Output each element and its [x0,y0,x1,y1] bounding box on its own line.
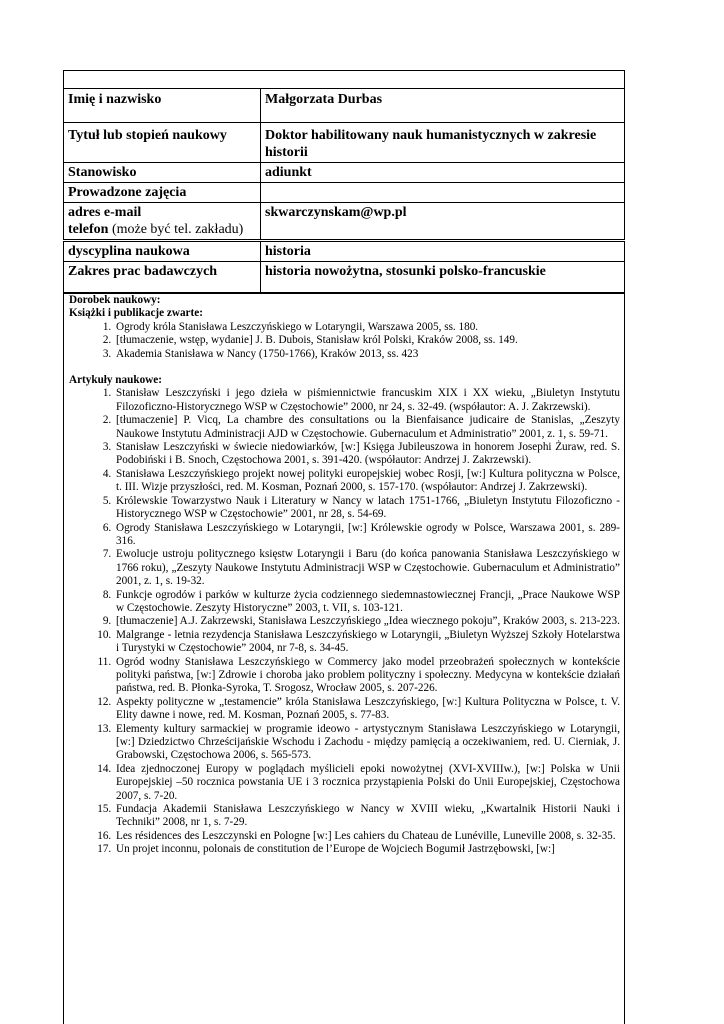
articles-list [69,387,620,856]
list-item: 17. Un projet inconnu, polonais de constitution de l’Europe de Wojciech Bogumił Jastrzębowski, [w:] [114,843,620,856]
list-item: 1. Ogrody króla Stanisława Leszczyńskiego w Lotaryngii, Warszawa 2005, ss. 180. [114,321,620,334]
position-value: adiunkt [261,163,625,183]
list-item: 15. Fundacja Akademii Stanisława Leszczyńskiego w Nancy w XVIII wieku, „Kwartalnik Historii Nauki i Techniki” 2008, nr 1, s. 7-29. [114,803,620,830]
list-item: 1. Stanisław Leszczyński i jego dzieła w piśmiennictwie francuskim XIX i XX wieku, „Biuletyn Instytutu Filozoficzno-Historycznego WSP w Częstochowie” 2000, nr 24, s. 32-49. (współautor: A. J. Zakrzewski). [114,387,620,414]
list-item: 3. Akademia Stanisława w Nancy (1750-1766), Kraków 2013, ss. 423 [114,348,620,361]
publications-heading: Dorobek naukowy: [69,294,161,306]
list-item: 11. Ogród wodny Stanisława Leszczyńskiego w Commercy jako model przeobrażeń społecznych w kontekście polityki państwa, [w:] Zdrowie i choroba jako problem polityczny i społeczny. Medycyna w kontekście działań państwa, red. B. Płonka-Syroka, T. Srogosz, Wrocław 2005, s. 207-226. [114,656,620,696]
list-item: 5. Królewskie Towarzystwo Nauk i Literatury w Nancy w latach 1751-1766, „Biuletyn Instytutu Filozoficzno -Historycznego WSP w Częstochowie” 2001, nr 28, s. 54-69. [114,495,620,522]
table-row [64,163,625,183]
list-item: 3. Stanisław Leszczyński w świecie niedowiarków, [w:] Księga Jubileuszowa in honorem Josephi Żuraw, red. S. Podobiński i B. Snoch, Częstochowa 2001, s. 391-420. (współautor: Andrzej J. Zakrzewski). [114,441,620,468]
phone-label: telefon (może być tel. zakładu) [68,222,244,237]
table-row [64,89,625,123]
email-value: skwarczynskam@wp.pl [261,203,625,240]
list-item: 10. Malgrange - letnia rezydencja Stanisława Leszczyńskiego w Lotaryngii, „Biuletyn Wyższej Szkoły Hotelarstwa i Turystyki w Częstochowie” 2004, nr 7-8, s. 34-45. [114,629,620,656]
contact-label [64,203,261,240]
table-row [64,203,625,240]
degree-value: Doktor habilitowany nauk humanistycznych w zakresie historii [261,123,625,163]
list-item: 2. [tłumaczenie] P. Vicq, La chambre des consultations ou la Bienfaisance judicaire de Stanislas, „Zeszyty Naukowe Instytutu Administracji AJD w Częstochowie. Gubernaculum et Administratio” 2001, z. 1, s. 59-71. [114,414,620,441]
list-item: 4. Stanisława Leszczyńskiego projekt nowej polityki europejskiej wobec Rosji, [w:] Kultura polityczna w Polsce, t. III. Wizje przyszłości, red. M. Kosman, Poznań 2000, s. 157-170. (współautor: Andrzej J. Zakrzewski). [114,468,620,495]
discipline-label: dyscyplina naukowa [64,242,261,262]
discipline-value: historia [261,242,625,262]
name-label: Imię i nazwisko [64,89,261,123]
research-table [63,241,625,294]
classes-label: Prowadzone zajęcia [64,183,261,203]
list-item: 2. [tłumaczenie, wstęp, wydanie] J. B. Dubois, Stanisław król Polski, Kraków 2008, ss. 149. [114,334,620,347]
list-item: 13. Elementy kultury sarmackiej w programie ideowo - artystycznym Stanisława Leszczyńskiego w Lotaryngii, [w:] Dziedzictwo Chrześcijańskie Wschodu i Zachodu - między pamięcią a oczekiwaniem, red. U. Cierniak, J. Grabowski, Częstochowa 2006, s. 565-573. [114,723,620,763]
table-row [64,262,625,294]
scope-value: historia nowożytna, stosunki polsko-francuskie [261,262,625,294]
scope-label: Zakres prac badawczych [64,262,261,294]
articles-heading: Artykuły naukowe: [69,374,162,387]
books-list [69,321,620,361]
table-row [64,183,625,203]
list-item: 8. Funkcje ogrodów i parków w kulturze życia codziennego siedemnastowiecznej Francji, „Prace Naukowe WSP w Częstochowie. Zeszyty Historyczne” 2003, t. VII, s. 103-121. [114,589,620,616]
table-row [64,242,625,262]
list-item: 6. Ogrody Stanisława Leszczyńskiego w Lotaryngii, [w:] Królewskie ogrody w Polsce, Warszawa 2001, s. 289-316. [114,522,620,549]
table-row [64,71,625,89]
position-label: Stanowisko [64,163,261,183]
email-label: adres e-mail [68,205,142,220]
books-heading: Książki i publikacje zwarte: [69,307,203,320]
name-value: Małgorzata Durbas [261,89,625,123]
personal-info-table [63,70,625,240]
list-item: 14. Idea zjednoczonej Europy w poglądach myślicieli epoki nowożytnej (XVI-XVIIIw.), [w:] Polska w Unii Europejskiej –50 rocznica powstania UE i 3 rocznica przystąpienia Polski do Unii Europejskiej, Częstochowa 2007, s. 7-20. [114,763,620,803]
list-item: 16. Les résidences des Leszczynski en Pologne [w:] Les cahiers du Chateau de Lunéville, Luneville 2008, s. 32-35. [114,830,620,843]
degree-label: Tytuł lub stopień naukowy [64,123,261,163]
publications-section [63,292,625,1024]
classes-value [261,183,625,203]
list-item: 9. [tłumaczenie] A.J. Zakrzewski, Stanisława Leszczyńskiego „Idea wiecznego pokoju”, Kraków 2003, s. 213-223. [114,615,620,628]
list-item: 7. Ewolucje ustroju politycznego księstw Lotaryngii i Baru (do końca panowania Stanisława Leszczyńskiego w 1766 roku), „Zeszyty Naukowe Instytutu Administracji WSP w Częstochowie. Gubernaculum et Administratio” 2001, z. 1, s. 19-32. [114,548,620,588]
list-item: 12. Aspekty polityczne w „testamencie” króla Stanisława Leszczyńskiego, [w:] Kultura Polityczna w Polsce, t. V. Elity dawne i nowe, red. M. Kosman, Poznań 2005, s. 77-83. [114,696,620,723]
table-row [64,123,625,163]
